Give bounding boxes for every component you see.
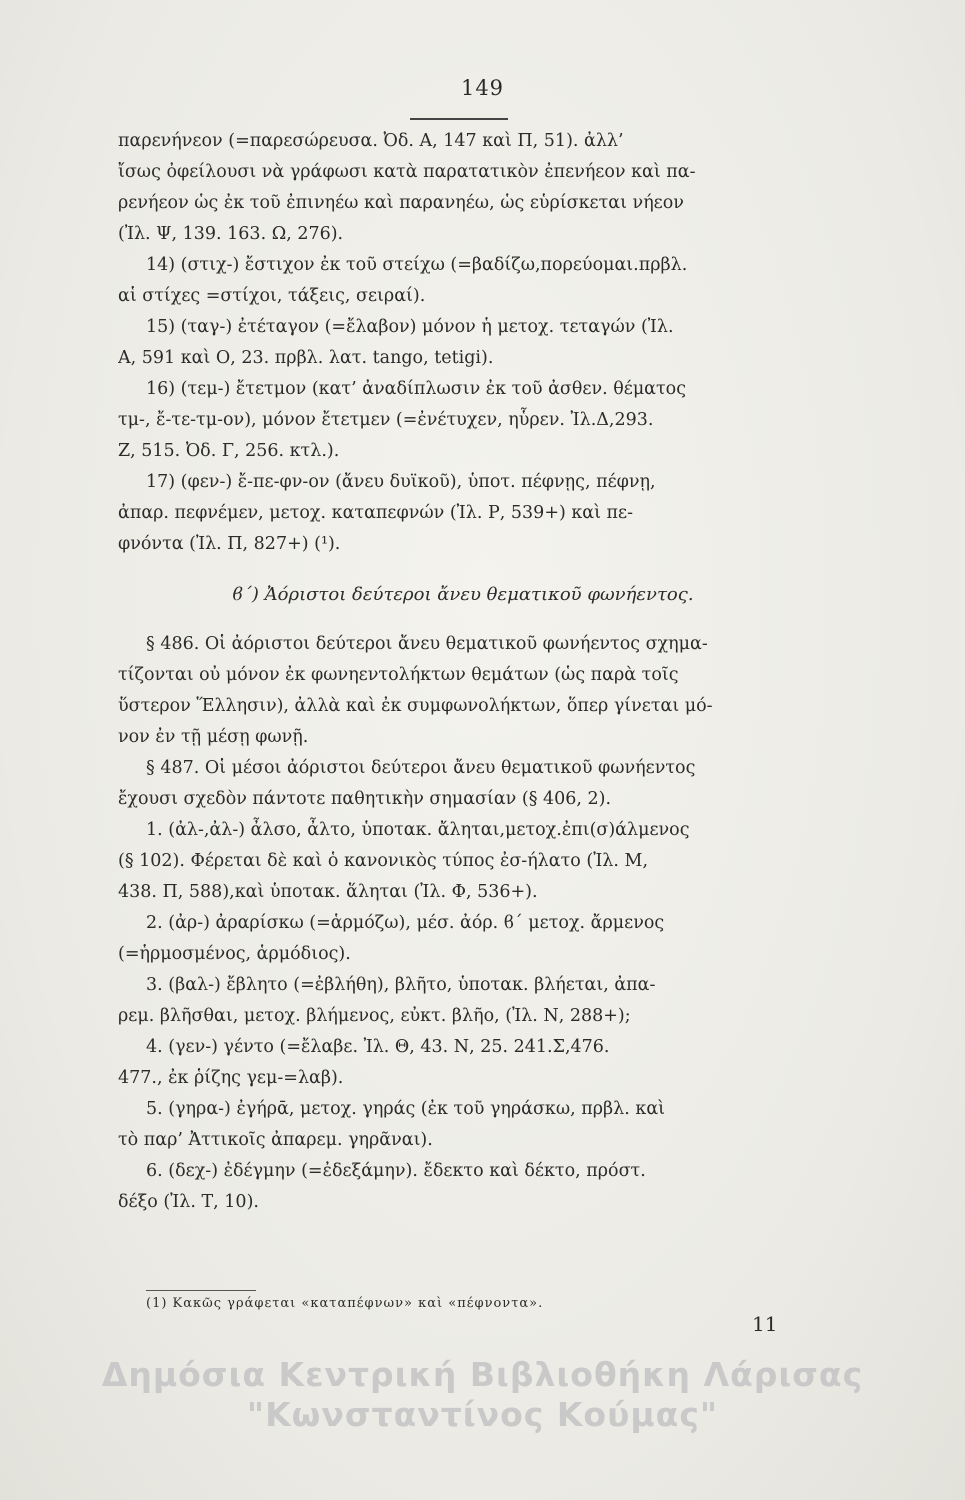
text-line: 1. (ἀλ-,ἀλ-) ἆλσο, ἆλτο, ὑποτακ. ἄληται,μετοχ.ἐπι(σ)άλμενος <box>146 820 690 840</box>
paragraph <box>118 629 808 753</box>
text-line: Α, 591 καὶ Ο, 23. πρβλ. λατ. tango, tetigi). <box>118 348 494 368</box>
text-line: 16) (τεμ-) ἔτετμον (κατ’ ἀναδίπλωσιν ἐκ τοῦ ἀσθεν. θέματος <box>146 379 687 399</box>
text-line: δέξο (Ἰλ. Τ, 10). <box>118 1192 259 1212</box>
text-line: τμ-, ἔ-τε-τμ-ον), μόνον ἔτετμεν (=ἐνέτυχεν, ηὗρεν. Ἰλ.Δ,293. <box>118 410 654 430</box>
text-line: ὕστερον Ἕλλησιν), ἀλλὰ καὶ ἐκ συμφωνολήκτων, ὅπερ γίνεται μό- <box>118 696 713 716</box>
paragraph <box>118 815 808 908</box>
text-line: 477., ἐκ ῥίζης γεμ-=λαβ). <box>118 1068 344 1088</box>
text-line: 4. (γεν-) γέντο (=ἔλαβε. Ἰλ. Θ, 43. Ν, 25. 241.Σ,476. <box>146 1037 610 1057</box>
text-line: § 486. Οἱ ἀόριστοι δεύτεροι ἄνευ θεματικοῦ φωνήεντος σχημα- <box>146 634 708 654</box>
signature-mark: 11 <box>752 1312 778 1336</box>
text-line: 2. (ἀρ-) ἀραρίσκω (=ἁρμόζω), μέσ. ἀόρ. ϐ΄ μετοχ. ἄρμενος <box>146 913 665 933</box>
text-line: παρενήνεον (=παρεσώρευσα. Ὀδ. Α, 147 καὶ Π, 51). ἀλλ’ <box>118 131 624 151</box>
text-line: ρενήεον ὡς ἐκ τοῦ ἐπινηέω καὶ παρανηέω, ὡς εὑρίσκεται νήεον <box>118 193 684 213</box>
text-line: τίζονται οὐ μόνον ἐκ φωνηεντολήκτων θεμάτων (ὡς παρὰ τοῖς <box>118 665 679 685</box>
footnote-rule <box>146 1290 256 1291</box>
paragraph <box>118 126 808 250</box>
paragraph <box>118 1156 808 1218</box>
paragraph <box>118 312 808 374</box>
library-watermark-line-1: Δημόσια Κεντρική Βιβλιοθήκη Λάρισας <box>101 1355 864 1394</box>
paragraph-group-1 <box>118 126 808 560</box>
text-line: § 487. Οἱ μέσοι ἀόριστοι δεύτεροι ἄνευ θεματικοῦ φωνήεντος <box>146 758 696 778</box>
text-line: φνόντα (Ἰλ. Π, 827+) (¹). <box>118 534 341 554</box>
text-line: 14) (στιχ-) ἔστιχον ἐκ τοῦ στείχω (=βαδίζω,πορεύομαι.πρβλ. <box>146 255 688 275</box>
section-heading: ϐ΄) Ἀόριστοι δεύτεροι ἄνευ θεματικοῦ φωνήεντος. <box>232 584 694 605</box>
text-line: 438. Π, 588),καὶ ὑποτακ. ἅληται (Ἰλ. Φ, 536+). <box>118 882 538 902</box>
text-line: (§ 102). Φέρεται δὲ καὶ ὁ κανονικὸς τύπος ἐσ-ήλατο (Ἰλ. Μ, <box>118 851 649 871</box>
footnote: (1) Κακῶς γράφεται «καταπέφνων» καὶ «πέφνοντα». <box>146 1296 544 1311</box>
text-line: 3. (βαλ-) ἔβλητο (=ἐβλήθη), βλῆτο, ὑποτακ. βλήεται, ἀπα- <box>146 975 656 995</box>
paragraph <box>118 374 808 467</box>
paragraph <box>118 1094 808 1156</box>
library-watermark-line-2: "Κωνσταντίνος Κούμας" <box>246 1395 719 1434</box>
text-line: νον ἐν τῇ μέσῃ φωνῇ. <box>118 727 309 747</box>
text-line: (=ἡρμοσμένος, ἁρμόδιος). <box>118 944 351 964</box>
paragraph <box>118 467 808 560</box>
paragraph <box>118 753 808 815</box>
page-number: 149 <box>460 76 505 100</box>
text-line: 15) (ταγ-) ἐτέταγον (=ἔλαβον) μόνον ἡ μετοχ. τεταγών (Ἰλ. <box>146 317 674 337</box>
paragraph <box>118 1032 808 1094</box>
text-line: αἱ στίχες =στίχοι, τάξεις, σειραί). <box>118 286 426 306</box>
text-line: τὸ παρ’ Ἀττικοῖς ἀπαρεμ. γηρᾶναι). <box>118 1130 433 1150</box>
text-line: ἀπαρ. πεφνέμεν, μετοχ. καταπεφνών (Ἰλ. Ρ, 539+) καὶ πε- <box>118 503 634 523</box>
paragraph <box>118 970 808 1032</box>
paragraph <box>118 908 808 970</box>
text-line: (Ἰλ. Ψ, 139. 163. Ω, 276). <box>118 224 344 244</box>
text-line: ρεμ. βλῆσθαι, μετοχ. βλήμενος, εὐκτ. βλῆο, (Ἰλ. Ν, 288+); <box>118 1006 631 1026</box>
text-line: ἴσως ὀφείλουσι νὰ γράφωσι κατὰ παρατατικὸν ἐπενήεον καὶ πα- <box>118 162 696 182</box>
body-text <box>118 126 808 1218</box>
text-line: Ζ, 515. Ὀδ. Γ, 256. κτλ.). <box>118 441 340 461</box>
paragraph-group-2 <box>118 629 808 1218</box>
text-line: 17) (φεν-) ἔ-πε-φν-ον (ἄνευ δυϊκοῦ), ὑποτ. πέφνῃς, πέφνῃ, <box>146 472 656 492</box>
paragraph <box>118 250 808 312</box>
text-line: 5. (γηρα-) ἐγήρᾱ, μετοχ. γηράς (ἐκ τοῦ γηράσκω, πρβλ. καὶ <box>146 1099 666 1119</box>
header-rule <box>410 118 508 120</box>
text-line: 6. (δεχ-) ἐδέγμην (=ἐδεξάμην). ἔδεκτο καὶ δέκτο, πρόστ. <box>146 1161 646 1181</box>
text-line: ἔχουσι σχεδὸν πάντοτε παθητικὴν σημασίαν (§ 406, 2). <box>118 789 612 809</box>
